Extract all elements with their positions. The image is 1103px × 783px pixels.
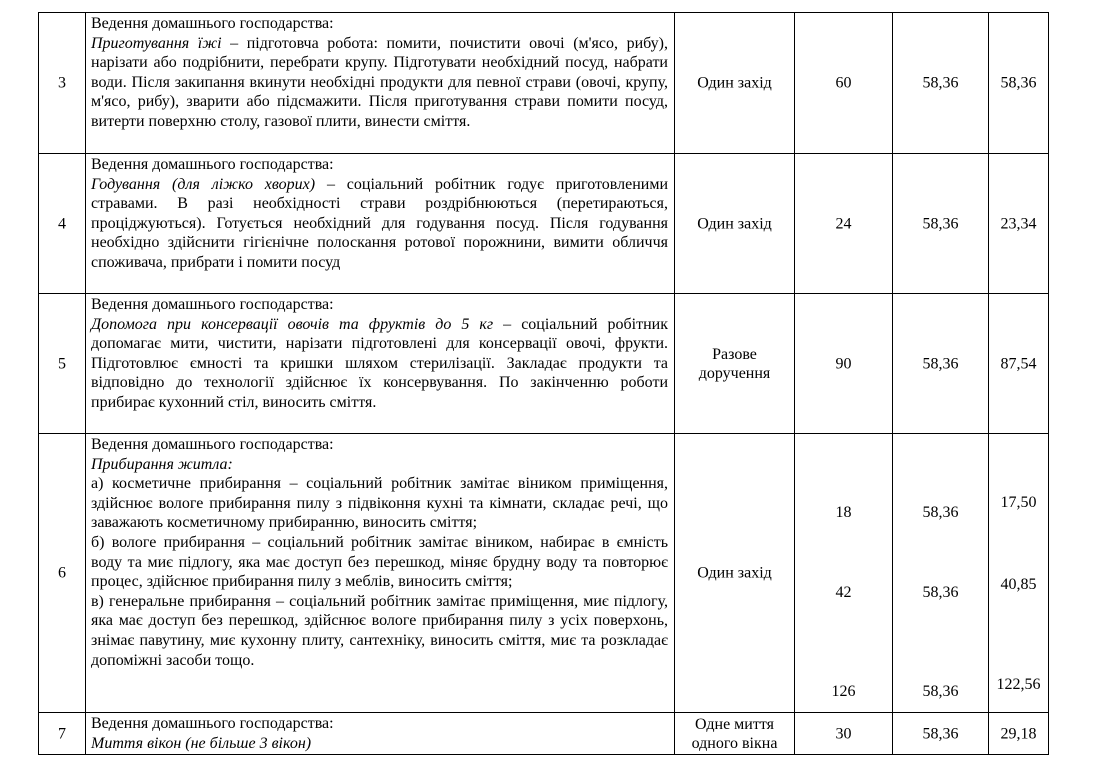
time-norm-cell: [795, 434, 893, 712]
rate-cell: [893, 713, 989, 754]
service-category: Ведення домашнього господарства:: [91, 156, 334, 173]
service-cost-b: 40,85: [1000, 576, 1037, 593]
service-text: – соціальний робітник допомагає мити, чистити, нарізати підготовлені для консервації овочі, фрукти. Підготовлює ємності та кришки шляхом стерилізації. Закладає продукти та відповідно до технології здійснює їх консервування. По закінченню роботи прибирає кухонний стіл, виносить сміття.: [91, 315, 669, 411]
service-category: Ведення домашнього господарства:: [91, 436, 334, 453]
row-number: 7: [58, 725, 66, 742]
service-title: Прибирання житла:: [91, 455, 233, 473]
service-title: Миття вікон (не більше 3 вікон): [91, 734, 312, 752]
time-norm-a: 18: [835, 504, 852, 521]
service-description-cell: [86, 713, 675, 754]
service-description-cell: [86, 434, 675, 712]
table-row: [39, 13, 1048, 154]
unit-of-measure-line1: Разове: [712, 345, 757, 363]
unit-cell: [675, 13, 795, 153]
service-category: Ведення домашнього господарства:: [91, 296, 334, 313]
time-norm-c: 126: [831, 683, 856, 700]
time-norm: 24: [835, 215, 852, 232]
time-norm-cell: [795, 713, 893, 754]
service-cost-a: 17,50: [1000, 494, 1037, 511]
service-item-a: а) косметичне прибирання – соціальний робітник замітає віником приміщення, здійснює вологе прибирання пилу з підвіконня кухні та кімнати, складає речі, що заважають косметичному прибиранню, виносить сміття;: [91, 475, 668, 532]
service-cost: 87,54: [1000, 355, 1037, 372]
service-item-b: б) вологе прибирання – соціальний робітник замітає віником, набирає в ємність воду та миє підлогу, яка має доступ без перешкод, міняє брудну воду та повторює процес, здійснює прибирання пилу з меблів, виносить сміття;: [91, 533, 668, 591]
service-cost-c: 122,56: [996, 676, 1041, 693]
unit-cell: [675, 434, 795, 712]
row-number: 3: [58, 74, 66, 92]
cost-cell: [989, 13, 1048, 153]
table-row: [39, 434, 1048, 713]
time-norm: 30: [835, 725, 852, 742]
cost-cell: [989, 154, 1048, 293]
service-cost: 29,18: [1000, 725, 1037, 742]
row-number: 5: [58, 355, 66, 372]
row-number: 4: [58, 215, 66, 232]
table-row: [39, 154, 1048, 294]
row-number-cell: [39, 13, 86, 153]
rate-cell: [893, 434, 989, 712]
service-description-cell: [86, 154, 675, 293]
hourly-rate: 58,36: [922, 725, 959, 742]
hourly-rate: 58,36: [922, 355, 959, 372]
service-text: – соціальний робітник годує приготовленими стравами. В разі необхідності страви роздрібнюються (перетираються, проціджуються). Готується необхідний для годування посуд. Після годування необхідно здійснити гігієнічне полоскання ротової порожнини, вимити обличчя споживача, прибрати і помити посуд: [91, 175, 669, 271]
time-norm-cell: [795, 294, 893, 433]
cost-cell: [989, 713, 1048, 754]
cost-cell: [989, 434, 1048, 712]
service-category: Ведення домашнього господарства:: [91, 15, 334, 32]
rate-cell: [893, 13, 989, 153]
unit-of-measure-line2: одного вікна: [691, 734, 778, 752]
rate-cell: [893, 294, 989, 433]
service-description-cell: [86, 13, 675, 153]
service-item-c: в) генеральне прибирання – соціальний робітник замітає приміщення, миє підлогу, яка має доступ без перешкод, здійснює вологе прибирання пилу з усіх поверхонь, знімає павутину, миє кухонну плиту, сантехніку, виносить сміття, миє та розкладає допоміжні засоби тощо.: [91, 592, 668, 669]
service-title: Допомога при консервації овочів та фруктів до 5 кг: [91, 315, 494, 333]
service-text: – підготовча робота: помити, почистити овочі (м'ясо, рибу), нарізати або подрібнити, перебрати крупу. Підготувати необхідний посуд, набрати води. Після закипання вкинути необхідні продукти для певної страви (овочі, крупу, м'ясо, рибу), зварити або підсмажити. Після приготування страви помити посуд, витерти поверхню столу, газової плити, винести сміття.: [91, 34, 668, 130]
time-norm: 90: [835, 355, 852, 372]
service-title: Приготування їжі: [91, 34, 222, 52]
rate-cell: [893, 154, 989, 293]
time-norm-cell: [795, 154, 893, 293]
unit-cell: [675, 713, 795, 754]
service-description-cell: [86, 294, 675, 433]
unit-cell: [675, 294, 795, 433]
row-number-cell: [39, 294, 86, 433]
row-number-cell: [39, 713, 86, 754]
unit-cell: [675, 154, 795, 293]
table-row: [39, 294, 1048, 434]
time-norm: 60: [835, 74, 852, 92]
service-cost: 23,34: [1000, 215, 1037, 232]
hourly-rate-a: 58,36: [922, 504, 959, 521]
service-category: Ведення домашнього господарства:: [91, 715, 334, 732]
hourly-rate: 58,36: [922, 215, 959, 232]
hourly-rate: 58,36: [922, 74, 959, 92]
row-number-cell: [39, 154, 86, 293]
cost-cell: [989, 294, 1048, 433]
unit-of-measure-line1: Одне миття: [695, 715, 774, 733]
row-number-cell: [39, 434, 86, 712]
service-title: Годування (для ліжко хворих): [91, 175, 316, 193]
unit-of-measure-line2: доручення: [698, 364, 771, 382]
hourly-rate-b: 58,36: [922, 584, 959, 601]
row-number: 6: [58, 564, 66, 582]
services-table: [38, 12, 1049, 755]
unit-of-measure: Один захід: [697, 564, 772, 582]
time-norm-cell: [795, 13, 893, 153]
time-norm-b: 42: [835, 584, 852, 601]
service-cost: 58,36: [1000, 74, 1037, 92]
hourly-rate-c: 58,36: [922, 683, 959, 700]
table-row: [39, 713, 1048, 754]
unit-of-measure: Один захід: [697, 74, 772, 92]
unit-of-measure: Один захід: [697, 215, 772, 232]
